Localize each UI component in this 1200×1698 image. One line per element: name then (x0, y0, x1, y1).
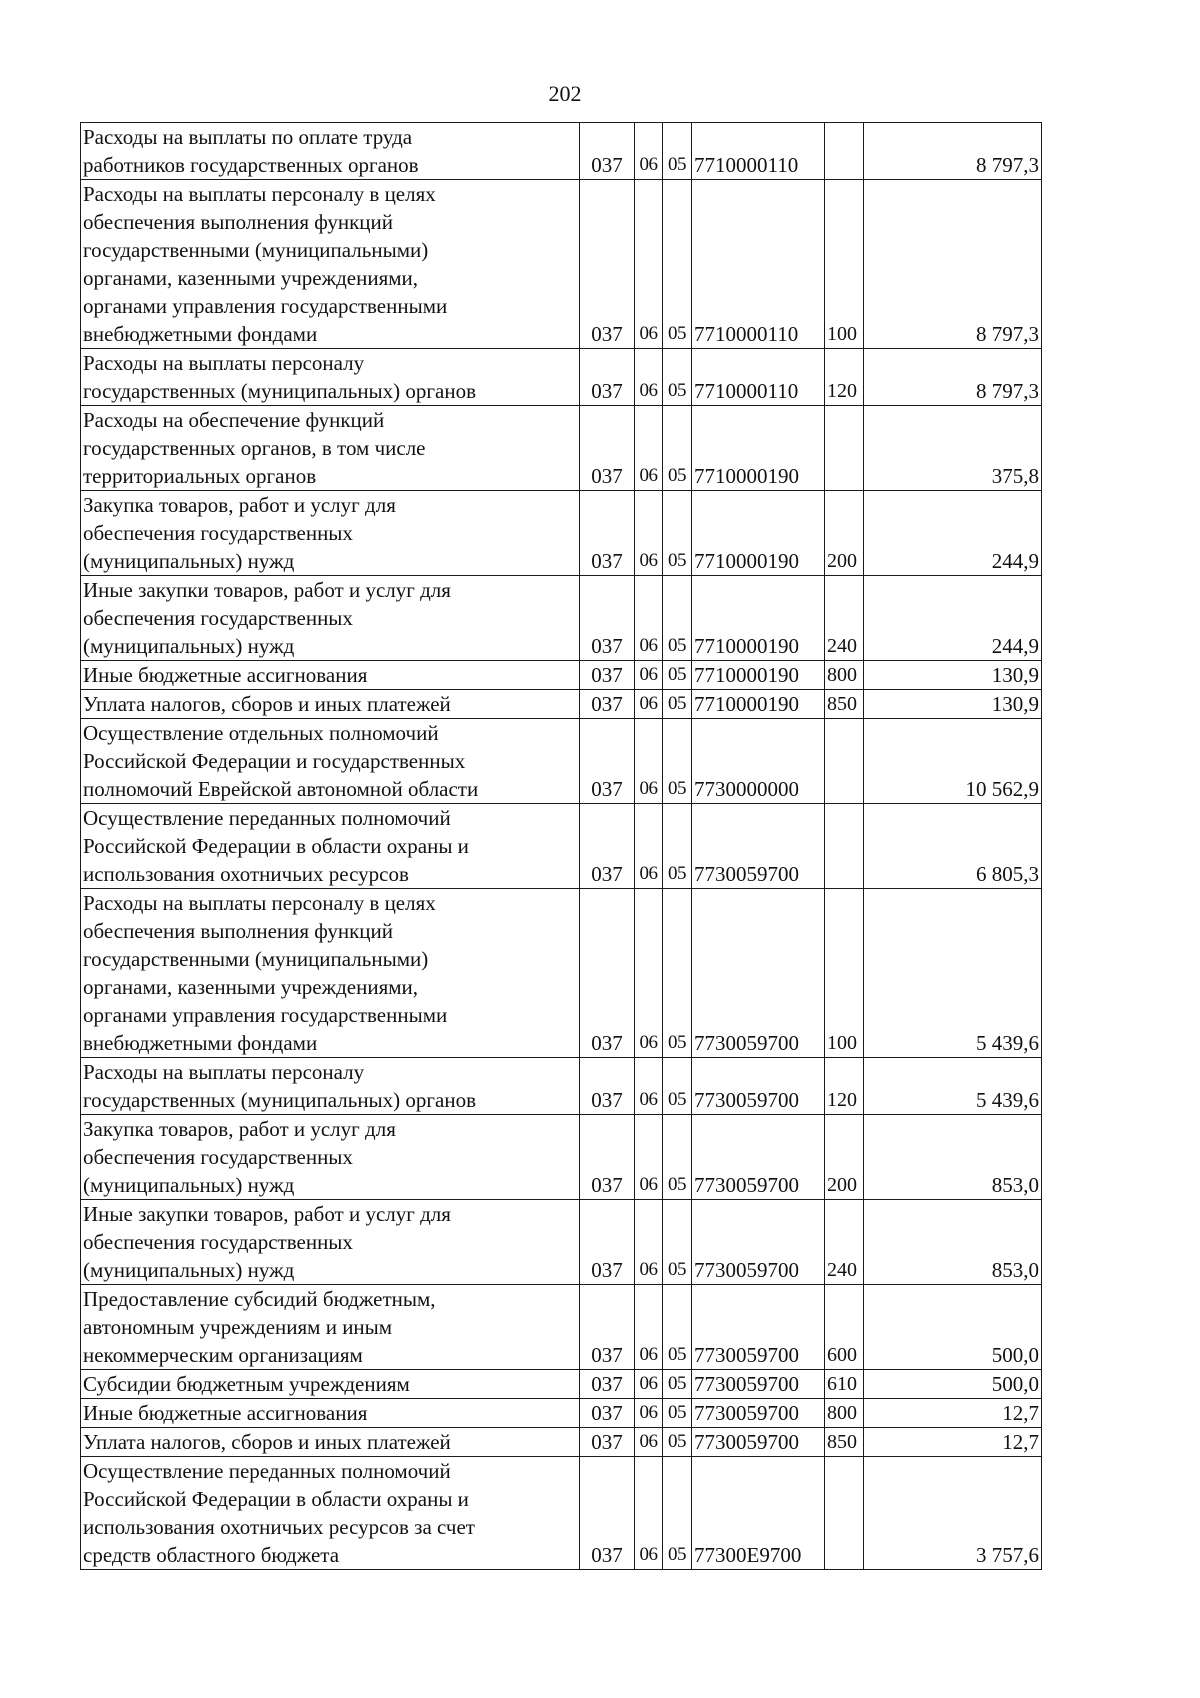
expense-type-cell: 100 (825, 889, 864, 1058)
table-row (81, 719, 1042, 804)
subsection-code-cell: 05 (663, 349, 692, 406)
item-name-cell (81, 1058, 580, 1115)
item-name-line: органами управления государственными (83, 1003, 448, 1027)
section-code-cell: 06 (635, 1457, 663, 1570)
subsection-code-cell: 05 (663, 1058, 692, 1115)
item-name-line: Российской Федерации в области охраны и (83, 1487, 469, 1511)
section-code-cell: 06 (635, 576, 663, 661)
amount-cell: 130,9 (864, 661, 1042, 690)
amount-cell: 244,9 (864, 576, 1042, 661)
table-row (81, 1428, 1042, 1457)
item-name-cell (81, 123, 580, 180)
item-name-line: органами, казенными учреждениями, (83, 266, 419, 290)
target-article-cell: 7710000190 (692, 576, 825, 661)
item-name-line: Расходы на обеспечение функций (83, 408, 385, 432)
item-name-line: Иные закупки товаров, работ и услуг для (83, 1202, 451, 1226)
item-name-line: автономным учреждениям и иным (83, 1315, 393, 1339)
subsection-code-cell: 05 (663, 1285, 692, 1370)
item-name-line: Закупка товаров, работ и услуг для (83, 493, 396, 517)
target-article-cell: 7730059700 (692, 1428, 825, 1457)
subsection-code-cell: 05 (663, 804, 692, 889)
item-name-line: Уплата налогов, сборов и иных платежей (83, 1430, 451, 1454)
grbs-code-cell: 037 (580, 1115, 635, 1200)
amount-cell: 853,0 (864, 1115, 1042, 1200)
item-name-line: обеспечения государственных (83, 1230, 353, 1254)
item-name-line: Иные бюджетные ассигнования (83, 1401, 368, 1425)
expense-type-cell (825, 804, 864, 889)
item-name-line: средств областного бюджета (83, 1543, 340, 1567)
amount-cell: 130,9 (864, 690, 1042, 719)
grbs-code-cell: 037 (580, 123, 635, 180)
item-name-line: территориальных органов (83, 464, 317, 488)
item-name-line: обеспечения государственных (83, 521, 353, 545)
table-row (81, 804, 1042, 889)
item-name-cell (81, 576, 580, 661)
item-name-line: Расходы на выплаты персоналу в целях (83, 891, 436, 915)
amount-cell: 5 439,6 (864, 1058, 1042, 1115)
table-row (81, 1115, 1042, 1200)
item-name-line: обеспечения выполнения функций (83, 919, 394, 943)
amount-cell: 12,7 (864, 1399, 1042, 1428)
grbs-code-cell: 037 (580, 406, 635, 491)
table-row (81, 661, 1042, 690)
item-name-line: государственными (муниципальными) (83, 238, 429, 262)
target-article-cell: 7730059700 (692, 1370, 825, 1399)
amount-cell: 8 797,3 (864, 349, 1042, 406)
item-name-line: государственных (муниципальных) органов (83, 1088, 477, 1112)
expense-type-cell: 850 (825, 1428, 864, 1457)
section-code-cell: 06 (635, 491, 663, 576)
subsection-code-cell: 05 (663, 661, 692, 690)
item-name-cell (81, 690, 580, 719)
target-article-cell: 7730059700 (692, 889, 825, 1058)
item-name-cell (81, 1115, 580, 1200)
item-name-line: Расходы на выплаты персоналу (83, 1060, 365, 1084)
grbs-code-cell: 037 (580, 349, 635, 406)
item-name-line: работников государственных органов (83, 153, 419, 177)
subsection-code-cell: 05 (663, 406, 692, 491)
target-article-cell: 7710000190 (692, 661, 825, 690)
grbs-code-cell: 037 (580, 661, 635, 690)
target-article-cell: 77300E9700 (692, 1457, 825, 1570)
target-article-cell: 7730059700 (692, 804, 825, 889)
item-name-line: внебюджетными фондами (83, 1031, 318, 1055)
section-code-cell: 06 (635, 690, 663, 719)
item-name-line: Расходы на выплаты персоналу в целях (83, 182, 436, 206)
item-name-cell (81, 889, 580, 1058)
item-name-cell (81, 349, 580, 406)
grbs-code-cell: 037 (580, 180, 635, 349)
item-name-line: использования охотничьих ресурсов (83, 862, 409, 886)
amount-cell: 8 797,3 (864, 123, 1042, 180)
table-row (81, 690, 1042, 719)
grbs-code-cell: 037 (580, 1058, 635, 1115)
subsection-code-cell: 05 (663, 719, 692, 804)
item-name-line: (муниципальных) нужд (83, 1258, 295, 1282)
item-name-cell (81, 1370, 580, 1399)
section-code-cell: 06 (635, 180, 663, 349)
item-name-line: полномочий Еврейской автономной области (83, 777, 479, 801)
target-article-cell: 7710000190 (692, 406, 825, 491)
item-name-line: государственными (муниципальными) (83, 947, 429, 971)
grbs-code-cell: 037 (580, 804, 635, 889)
section-code-cell: 06 (635, 1058, 663, 1115)
amount-cell: 500,0 (864, 1285, 1042, 1370)
expense-type-cell: 850 (825, 690, 864, 719)
amount-cell: 244,9 (864, 491, 1042, 576)
expense-type-cell: 100 (825, 180, 864, 349)
table-row (81, 1285, 1042, 1370)
target-article-cell: 7730059700 (692, 1058, 825, 1115)
subsection-code-cell: 05 (663, 690, 692, 719)
target-article-cell: 7730059700 (692, 1399, 825, 1428)
amount-cell: 12,7 (864, 1428, 1042, 1457)
grbs-code-cell: 037 (580, 719, 635, 804)
table-row (81, 889, 1042, 1058)
grbs-code-cell: 037 (580, 889, 635, 1058)
target-article-cell: 7710000110 (692, 349, 825, 406)
item-name-line: некоммерческим организациям (83, 1343, 363, 1367)
item-name-line: Расходы на выплаты по оплате труда (83, 125, 413, 149)
item-name-line: Осуществление отдельных полномочий (83, 721, 439, 745)
amount-cell: 375,8 (864, 406, 1042, 491)
section-code-cell: 06 (635, 123, 663, 180)
item-name-cell (81, 804, 580, 889)
expense-type-cell (825, 123, 864, 180)
expense-type-cell: 120 (825, 349, 864, 406)
item-name-line: государственных органов, в том числе (83, 436, 426, 460)
section-code-cell: 06 (635, 1370, 663, 1399)
subsection-code-cell: 05 (663, 1115, 692, 1200)
item-name-line: обеспечения государственных (83, 1145, 353, 1169)
item-name-line: (муниципальных) нужд (83, 634, 295, 658)
subsection-code-cell: 05 (663, 889, 692, 1058)
section-code-cell: 06 (635, 349, 663, 406)
item-name-line: Закупка товаров, работ и услуг для (83, 1117, 396, 1141)
expense-type-cell: 200 (825, 491, 864, 576)
table-row (81, 349, 1042, 406)
item-name-line: органами, казенными учреждениями, (83, 975, 419, 999)
section-code-cell: 06 (635, 804, 663, 889)
target-article-cell: 7710000190 (692, 491, 825, 576)
subsection-code-cell: 05 (663, 1370, 692, 1399)
subsection-code-cell: 05 (663, 576, 692, 661)
expense-type-cell: 600 (825, 1285, 864, 1370)
item-name-cell (81, 491, 580, 576)
section-code-cell: 06 (635, 889, 663, 1058)
table-row (81, 123, 1042, 180)
amount-cell: 5 439,6 (864, 889, 1042, 1058)
section-code-cell: 06 (635, 1115, 663, 1200)
target-article-cell: 7730059700 (692, 1115, 825, 1200)
expense-type-cell: 240 (825, 1200, 864, 1285)
section-code-cell: 06 (635, 1200, 663, 1285)
amount-cell: 3 757,6 (864, 1457, 1042, 1570)
subsection-code-cell: 05 (663, 180, 692, 349)
section-code-cell: 06 (635, 406, 663, 491)
grbs-code-cell: 037 (580, 690, 635, 719)
target-article-cell: 7710000190 (692, 690, 825, 719)
subsection-code-cell: 05 (663, 1399, 692, 1428)
expense-type-cell: 800 (825, 1399, 864, 1428)
amount-cell: 500,0 (864, 1370, 1042, 1399)
grbs-code-cell: 037 (580, 1370, 635, 1399)
item-name-cell (81, 1200, 580, 1285)
item-name-line: (муниципальных) нужд (83, 1173, 295, 1197)
grbs-code-cell: 037 (580, 1399, 635, 1428)
section-code-cell: 06 (635, 661, 663, 690)
table-row (81, 1200, 1042, 1285)
item-name-line: Иные бюджетные ассигнования (83, 663, 368, 687)
subsection-code-cell: 05 (663, 1200, 692, 1285)
item-name-line: Российской Федерации и государственных (83, 749, 466, 773)
subsection-code-cell: 05 (663, 1428, 692, 1457)
item-name-line: органами управления государственными (83, 294, 448, 318)
grbs-code-cell: 037 (580, 491, 635, 576)
item-name-line: обеспечения государственных (83, 606, 353, 630)
item-name-line: (муниципальных) нужд (83, 549, 295, 573)
budget-table (80, 122, 1042, 1570)
section-code-cell: 06 (635, 1399, 663, 1428)
target-article-cell: 7730059700 (692, 1285, 825, 1370)
amount-cell: 853,0 (864, 1200, 1042, 1285)
amount-cell: 10 562,9 (864, 719, 1042, 804)
subsection-code-cell: 05 (663, 491, 692, 576)
item-name-cell (81, 661, 580, 690)
expense-type-cell (825, 1457, 864, 1570)
item-name-line: Предоставление субсидий бюджетным, (83, 1287, 436, 1311)
item-name-cell (81, 1399, 580, 1428)
item-name-cell (81, 719, 580, 804)
table-row (81, 491, 1042, 576)
expense-type-cell: 610 (825, 1370, 864, 1399)
item-name-cell (81, 1428, 580, 1457)
item-name-cell (81, 1457, 580, 1570)
grbs-code-cell: 037 (580, 576, 635, 661)
subsection-code-cell: 05 (663, 1457, 692, 1570)
table-row (81, 406, 1042, 491)
expense-type-cell: 200 (825, 1115, 864, 1200)
expense-type-cell (825, 719, 864, 804)
subsection-code-cell: 05 (663, 123, 692, 180)
item-name-line: обеспечения выполнения функций (83, 210, 394, 234)
expense-type-cell: 800 (825, 661, 864, 690)
item-name-line: использования охотничьих ресурсов за счет (83, 1515, 475, 1539)
section-code-cell: 06 (635, 1428, 663, 1457)
expense-type-cell: 240 (825, 576, 864, 661)
item-name-cell (81, 406, 580, 491)
section-code-cell: 06 (635, 1285, 663, 1370)
item-name-line: Субсидии бюджетным учреждениям (83, 1372, 410, 1396)
amount-cell: 6 805,3 (864, 804, 1042, 889)
page-number: 202 (548, 81, 582, 106)
item-name-line: Иные закупки товаров, работ и услуг для (83, 578, 451, 602)
grbs-code-cell: 037 (580, 1200, 635, 1285)
expense-type-cell (825, 406, 864, 491)
target-article-cell: 7730000000 (692, 719, 825, 804)
grbs-code-cell: 037 (580, 1285, 635, 1370)
target-article-cell: 7710000110 (692, 123, 825, 180)
item-name-cell (81, 1285, 580, 1370)
item-name-line: государственных (муниципальных) органов (83, 379, 477, 403)
grbs-code-cell: 037 (580, 1428, 635, 1457)
target-article-cell: 7710000110 (692, 180, 825, 349)
item-name-cell (81, 180, 580, 349)
expense-type-cell: 120 (825, 1058, 864, 1115)
grbs-code-cell: 037 (580, 1457, 635, 1570)
table-body (81, 123, 1042, 1570)
item-name-line: Осуществление переданных полномочий (83, 1459, 451, 1483)
table-row (81, 180, 1042, 349)
item-name-line: Расходы на выплаты персоналу (83, 351, 365, 375)
table-row (81, 576, 1042, 661)
table-row (81, 1370, 1042, 1399)
section-code-cell: 06 (635, 719, 663, 804)
table-row (81, 1399, 1042, 1428)
table-row (81, 1058, 1042, 1115)
item-name-line: Осуществление переданных полномочий (83, 806, 451, 830)
amount-cell: 8 797,3 (864, 180, 1042, 349)
item-name-line: внебюджетными фондами (83, 322, 318, 346)
item-name-line: Уплата налогов, сборов и иных платежей (83, 692, 451, 716)
table-row (81, 1457, 1042, 1570)
item-name-line: Российской Федерации в области охраны и (83, 834, 469, 858)
target-article-cell: 7730059700 (692, 1200, 825, 1285)
